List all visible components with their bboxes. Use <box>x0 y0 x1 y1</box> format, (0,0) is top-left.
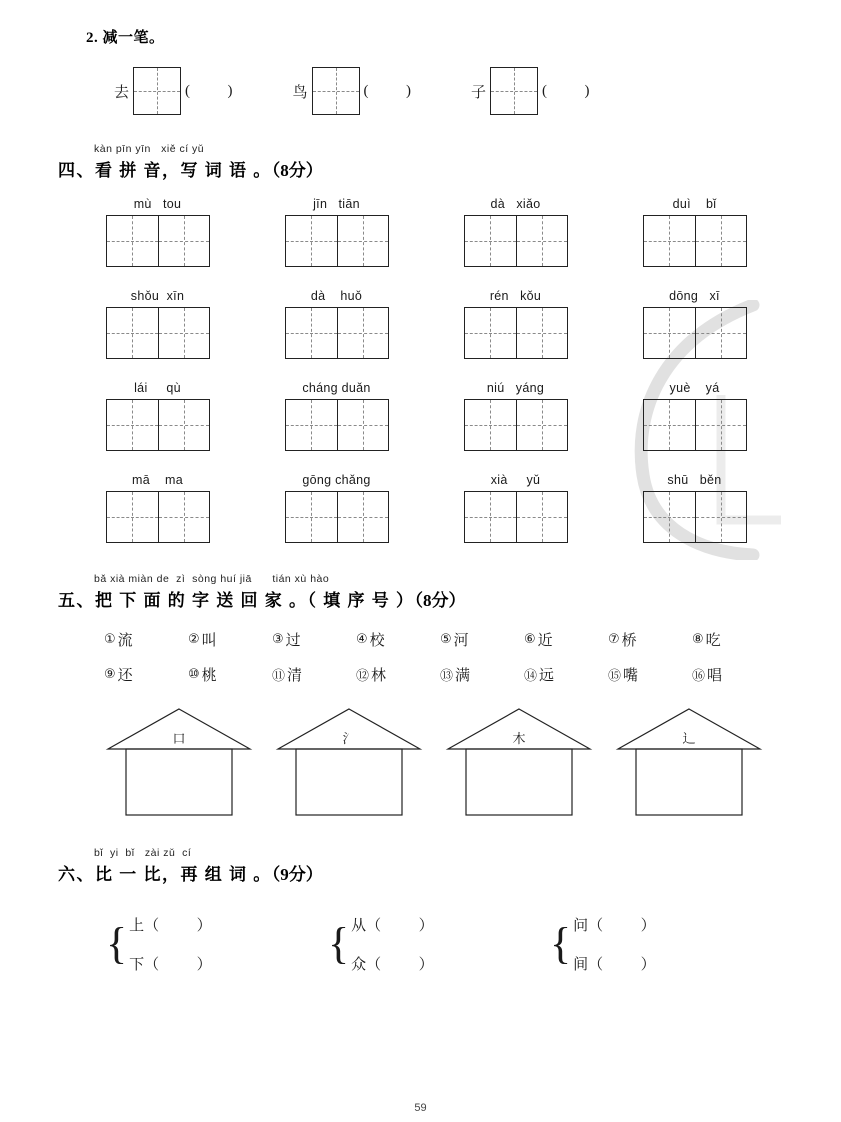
pinyin-label: dà huǒ <box>310 289 363 303</box>
exercise-5-title-text: 五、把 下 面 的 字 送 回 家 。（ 填 序 号 ） <box>58 591 415 610</box>
exercise-4 <box>58 143 784 543</box>
exercise-2-char: 子 <box>471 84 487 101</box>
option-char: 嘴 <box>623 668 639 684</box>
grid-cell[interactable] <box>158 400 209 450</box>
word-answer-box[interactable] <box>285 491 389 543</box>
exercise-4-row <box>68 289 784 359</box>
house-radical: 辶 <box>682 731 696 746</box>
grid-cell[interactable] <box>337 492 388 542</box>
word-answer-box[interactable] <box>285 307 389 359</box>
pinyin-label: yuè yá <box>669 381 720 395</box>
option-number: ⑮ <box>608 669 622 684</box>
exercise-6-line[interactable]: 从（ ） <box>351 918 434 934</box>
grid-cell[interactable] <box>695 400 746 450</box>
exercise-6-group <box>550 905 772 983</box>
pinyin-label: xià yǔ <box>490 473 541 487</box>
option-number: ⑩ <box>188 667 200 682</box>
exercise-4-item <box>247 197 426 267</box>
grid-cell[interactable] <box>158 492 209 542</box>
option-number: ⑨ <box>104 667 116 682</box>
exercise-6-line[interactable]: 间（ ） <box>573 957 656 973</box>
char-option[interactable] <box>272 664 356 685</box>
exercise-4-title-text: 四、看 拼 音，写 词 语 。 <box>58 161 272 180</box>
word-answer-box[interactable] <box>285 215 389 267</box>
word-answer-box[interactable] <box>464 399 568 451</box>
option-char: 叫 <box>201 633 217 649</box>
tian-zi-ge-box[interactable] <box>490 67 538 115</box>
word-answer-box[interactable] <box>643 399 747 451</box>
pinyin-label: gōng chǎng <box>302 473 371 487</box>
word-answer-box[interactable] <box>106 491 210 543</box>
exercise-5-char-row <box>104 629 784 650</box>
char-option[interactable] <box>356 664 440 685</box>
exercise-2-answer-paren[interactable]: ( ) <box>542 82 590 99</box>
char-option[interactable] <box>440 664 524 685</box>
exercise-5 <box>58 573 784 821</box>
exercise-2-item <box>293 67 412 115</box>
exercise-6-lines <box>351 905 434 983</box>
house-radical: 木 <box>512 731 526 746</box>
exercise-6 <box>58 847 784 983</box>
exercise-4-item <box>426 473 605 543</box>
exercise-5-char-row <box>104 664 784 685</box>
exercise-5-houses <box>104 703 784 821</box>
exercise-6-pinyin-header: bǐ yi bǐ zài zǔ cí <box>94 847 192 859</box>
exercise-2-item <box>471 67 590 115</box>
pinyin-label: mù tou <box>133 197 182 211</box>
option-char: 满 <box>455 668 471 684</box>
grid-cell[interactable] <box>337 216 388 266</box>
pinyin-label: cháng duǎn <box>302 381 371 395</box>
grid-cell[interactable] <box>644 400 695 450</box>
option-number: ⑤ <box>440 632 452 647</box>
grid-cell[interactable] <box>465 308 516 358</box>
grid-cell[interactable] <box>107 308 158 358</box>
option-char: 唱 <box>707 668 723 684</box>
word-answer-box[interactable] <box>106 215 210 267</box>
char-option[interactable] <box>188 664 272 685</box>
char-option[interactable] <box>692 629 776 650</box>
char-option[interactable] <box>188 629 272 650</box>
exercise-2-answer-paren[interactable]: ( ) <box>185 82 233 99</box>
option-number: ② <box>188 632 200 647</box>
exercise-4-row <box>68 197 784 267</box>
char-option[interactable] <box>104 629 188 650</box>
exercise-4-score: （8分） <box>271 161 323 180</box>
exercise-2-char: 鸟 <box>292 84 308 101</box>
option-char: 河 <box>453 633 469 649</box>
pinyin-label: shǒu xīn <box>130 289 185 303</box>
exercise-6-line[interactable]: 众（ ） <box>351 957 434 973</box>
grid-cell[interactable] <box>516 492 567 542</box>
exercise-2-char: 去 <box>114 84 130 101</box>
grid-cell[interactable] <box>516 400 567 450</box>
brace-icon: { <box>106 919 128 968</box>
exercise-2 <box>58 26 784 115</box>
grid-cell[interactable] <box>337 400 388 450</box>
exercise-6-score: （9分） <box>271 865 323 884</box>
grid-cell[interactable] <box>644 492 695 542</box>
option-char: 远 <box>539 668 555 684</box>
exercise-2-title: 2. 减一笔。 <box>86 30 165 46</box>
char-option[interactable] <box>356 629 440 650</box>
option-number: ④ <box>356 632 368 647</box>
grid-cell[interactable] <box>516 216 567 266</box>
house-radical: 口 <box>172 731 186 746</box>
grid-cell[interactable] <box>465 400 516 450</box>
grid-cell[interactable] <box>465 492 516 542</box>
exercise-4-item <box>426 289 605 359</box>
option-char: 校 <box>369 633 385 649</box>
exercise-6-line[interactable]: 下（ ） <box>129 957 212 973</box>
word-answer-box[interactable] <box>643 215 747 267</box>
grid-cell[interactable] <box>286 492 337 542</box>
option-number: ⑫ <box>356 669 370 684</box>
exercise-4-row <box>68 473 784 543</box>
option-char: 过 <box>285 633 301 649</box>
tian-zi-ge-box[interactable] <box>312 67 360 115</box>
pinyin-label: mā ma <box>131 473 184 487</box>
word-answer-box[interactable] <box>464 491 568 543</box>
exercise-4-item <box>426 381 605 451</box>
option-number: ① <box>104 632 116 647</box>
tian-zi-ge-box[interactable] <box>133 67 181 115</box>
grid-cell[interactable] <box>465 216 516 266</box>
option-number: ⑬ <box>440 669 454 684</box>
exercise-4-item <box>247 473 426 543</box>
option-number: ⑪ <box>272 669 286 684</box>
pinyin-label: lái qù <box>134 381 181 395</box>
house-radical: 氵 <box>342 731 356 746</box>
pinyin-label: dà xiǎo <box>490 197 541 211</box>
word-answer-box[interactable] <box>285 399 389 451</box>
char-option[interactable] <box>608 664 692 685</box>
exercise-4-item <box>68 473 247 543</box>
exercise-4-item <box>68 289 247 359</box>
grid-cell[interactable] <box>286 400 337 450</box>
grid-cell[interactable] <box>516 308 567 358</box>
exercise-5-pinyin-header: bǎ xià miàn de zì sòng huí jiā tián xù hào <box>94 573 330 585</box>
option-char: 清 <box>287 668 303 684</box>
house-slot[interactable] <box>274 703 444 821</box>
grid-cell[interactable] <box>337 308 388 358</box>
option-number: ⑦ <box>608 632 620 647</box>
house-slot[interactable] <box>444 703 614 821</box>
exercise-4-item <box>68 381 247 451</box>
exercise-6-line[interactable]: 上（ ） <box>129 918 212 934</box>
exercise-4-grid <box>68 197 784 543</box>
exercise-6-group <box>328 905 550 983</box>
exercise-4-row <box>68 381 784 451</box>
exercise-6-title-text: 六、比 一 比，再 组 词 。 <box>58 865 272 884</box>
option-number: ⑧ <box>692 632 704 647</box>
page-number: 59 <box>414 1102 427 1114</box>
word-answer-box[interactable] <box>106 399 210 451</box>
grid-cell[interactable] <box>107 216 158 266</box>
exercise-4-item <box>605 473 784 543</box>
option-char: 桥 <box>621 633 637 649</box>
pinyin-label: duì bǐ <box>672 197 717 211</box>
exercise-4-item <box>605 289 784 359</box>
char-option[interactable] <box>440 629 524 650</box>
exercise-4-item <box>426 197 605 267</box>
exercise-4-item <box>605 197 784 267</box>
exercise-6-title <box>58 860 784 885</box>
word-answer-box[interactable] <box>643 307 747 359</box>
option-number: ③ <box>272 632 284 647</box>
exercise-6-lines <box>129 905 212 983</box>
char-option[interactable] <box>524 664 608 685</box>
grid-cell[interactable] <box>107 400 158 450</box>
pinyin-label: niú yáng <box>486 381 545 395</box>
pinyin-label: rén kǒu <box>489 289 542 303</box>
exercise-5-score: （8分） <box>414 591 466 610</box>
option-number: ⑯ <box>692 669 706 684</box>
exercise-6-group <box>106 905 328 983</box>
pinyin-label: jīn tiān <box>313 197 360 211</box>
char-option[interactable] <box>272 629 356 650</box>
word-answer-box[interactable] <box>464 307 568 359</box>
exercise-5-char-bank <box>104 629 784 685</box>
grid-cell[interactable] <box>107 492 158 542</box>
word-answer-box[interactable] <box>464 215 568 267</box>
pinyin-label: dōng xī <box>669 289 720 303</box>
option-char: 吃 <box>705 633 721 649</box>
char-option[interactable] <box>104 664 188 685</box>
pinyin-label: shū běn <box>667 473 722 487</box>
exercise-4-item <box>247 381 426 451</box>
exercise-4-item <box>605 381 784 451</box>
grid-cell[interactable] <box>158 308 209 358</box>
brace-icon: { <box>328 919 350 968</box>
char-option[interactable] <box>608 629 692 650</box>
house-slot[interactable] <box>104 703 274 821</box>
word-answer-box[interactable] <box>643 491 747 543</box>
exercise-4-title <box>58 156 784 181</box>
option-number: ⑥ <box>524 632 536 647</box>
brace-icon: { <box>550 919 572 968</box>
exercise-2-answer-paren[interactable]: ( ) <box>363 82 412 99</box>
grid-cell[interactable] <box>644 308 695 358</box>
exercise-6-groups <box>106 905 784 983</box>
exercise-2-item <box>114 67 233 115</box>
exercise-4-pinyin-header: kàn pīn yīn xiě cí yǔ <box>94 143 205 155</box>
char-option[interactable] <box>692 664 776 685</box>
grid-cell[interactable] <box>695 492 746 542</box>
word-answer-box[interactable] <box>106 307 210 359</box>
option-char: 流 <box>117 633 133 649</box>
option-char: 还 <box>117 668 133 684</box>
exercise-4-item <box>68 197 247 267</box>
exercise-4-item <box>247 289 426 359</box>
house-slot[interactable] <box>614 703 784 821</box>
grid-cell[interactable] <box>158 216 209 266</box>
char-option[interactable] <box>524 629 608 650</box>
option-char: 桃 <box>201 668 217 684</box>
grid-cell[interactable] <box>644 216 695 266</box>
grid-cell[interactable] <box>695 308 746 358</box>
grid-cell[interactable] <box>286 308 337 358</box>
exercise-2-items <box>114 67 784 115</box>
exercise-6-lines <box>573 905 656 983</box>
grid-cell[interactable] <box>695 216 746 266</box>
grid-cell[interactable] <box>286 216 337 266</box>
option-number: ⑭ <box>524 669 538 684</box>
option-char: 近 <box>537 633 553 649</box>
exercise-5-title <box>58 586 784 611</box>
exercise-6-line[interactable]: 问（ ） <box>573 918 656 934</box>
option-char: 林 <box>371 668 387 684</box>
